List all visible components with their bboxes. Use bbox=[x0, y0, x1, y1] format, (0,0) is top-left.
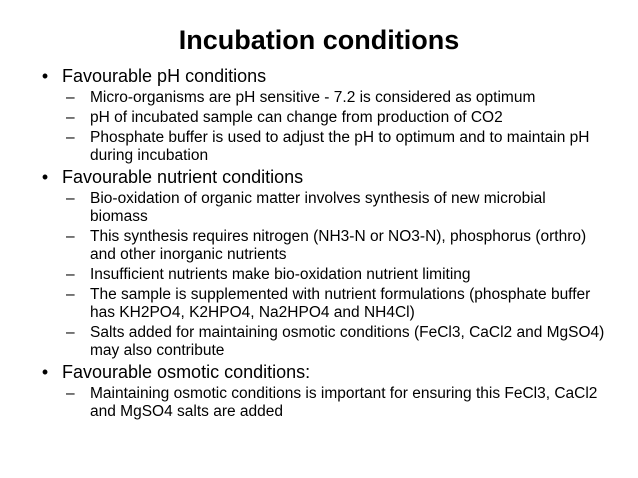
sub-bullet bbox=[36, 286, 606, 322]
sub-bullet bbox=[36, 228, 606, 264]
sub-bullet bbox=[36, 266, 606, 284]
sub-bullet-text: Micro-organisms are pH sensitive - 7.2 is considered as optimum bbox=[90, 89, 536, 106]
dash-icon: – bbox=[66, 228, 75, 245]
sub-bullet bbox=[36, 385, 606, 421]
sub-bullet bbox=[36, 190, 606, 226]
sub-bullet-text: The sample is supplemented with nutrient formulations (phosphate buffer has KH2PO4, K2HPO4, Na2HPO4 and NH4Cl) bbox=[90, 286, 591, 321]
bullet-ph-conditions bbox=[36, 66, 606, 87]
dash-icon: – bbox=[66, 385, 75, 402]
sub-bullet-text: pH of incubated sample can change from production of CO2 bbox=[90, 109, 503, 126]
bullet-text: Favourable osmotic conditions: bbox=[62, 362, 311, 382]
sub-bullet-text: Bio-oxidation of organic matter involves synthesis of new microbial biomass bbox=[90, 190, 546, 225]
slide-content bbox=[36, 64, 606, 421]
sub-bullet bbox=[36, 129, 606, 165]
dash-icon: – bbox=[66, 266, 75, 283]
slide-title: Incubation conditions bbox=[178, 25, 460, 55]
sub-bullet bbox=[36, 89, 606, 107]
sub-bullet-text: Phosphate buffer is used to adjust the pH to optimum and to maintain pH during incubation bbox=[90, 129, 590, 164]
sub-bullet bbox=[36, 324, 606, 360]
bullet-text: Favourable nutrient conditions bbox=[62, 167, 304, 187]
dash-icon: – bbox=[66, 89, 75, 106]
bullet-nutrient-conditions bbox=[36, 167, 606, 188]
sub-bullet-text: Salts added for maintaining osmotic conditions (FeCl3, CaCl2 and MgSO4) may also contribute bbox=[90, 324, 605, 359]
dash-icon: – bbox=[66, 324, 75, 341]
bullet-dot-icon: • bbox=[41, 167, 49, 187]
bullet-dot-icon: • bbox=[41, 362, 49, 382]
dash-icon: – bbox=[66, 109, 75, 126]
sub-bullet-text: This synthesis requires nitrogen (NH3-N or NO3-N), phosphorus (orthro) and other inorganic nutrients bbox=[90, 228, 587, 263]
bullet-text: Favourable pH conditions bbox=[62, 66, 267, 86]
bullet-osmotic-conditions bbox=[36, 362, 606, 383]
dash-icon: – bbox=[66, 286, 75, 303]
sub-bullet bbox=[36, 109, 606, 127]
dash-icon: – bbox=[66, 129, 75, 146]
sub-bullet-text: Insufficient nutrients make bio-oxidation nutrient limiting bbox=[90, 266, 471, 283]
sub-bullet-text: Maintaining osmotic conditions is important for ensuring this FeCl3, CaCl2 and MgSO4 salts are added bbox=[90, 385, 598, 420]
dash-icon: – bbox=[66, 190, 75, 207]
bullet-dot-icon: • bbox=[41, 66, 49, 86]
